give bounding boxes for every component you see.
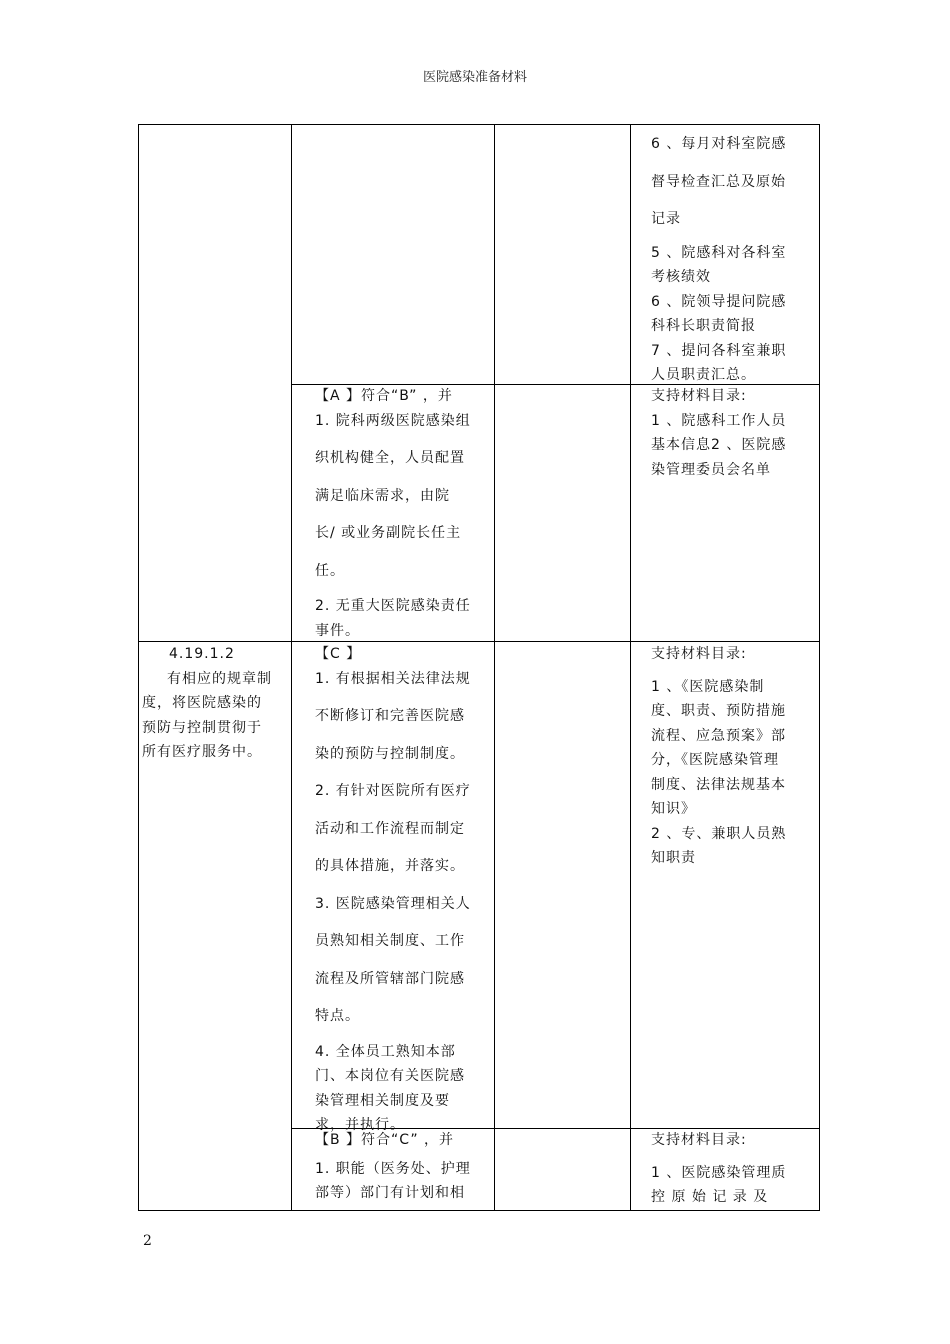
support-line: 知职责 [651, 850, 696, 866]
support-line: 记录 [651, 211, 681, 227]
criteria-line: 的具体措施，并落实。 [315, 858, 465, 874]
criteria-line: 事件。 [315, 622, 360, 639]
grade-a-criteria-cell [315, 384, 490, 643]
grade-c-criteria-cell [315, 642, 490, 1138]
criteria-line: 长/ 或业务副院长任主 [315, 525, 462, 541]
support-line: 6 、每月对科室院感 [651, 136, 787, 152]
support-line: 7 、提问各科室兼职 [651, 342, 787, 359]
grade-b-criteria-cell [315, 1128, 490, 1206]
support-line: 督导检查汇总及原始 [651, 173, 786, 190]
criteria-line: 4. 全体员工熟知本部 [315, 1043, 456, 1060]
criteria-line: 流程及所管辖部门院感 [315, 970, 465, 987]
criteria-line: 门、本岗位有关医院感 [315, 1068, 465, 1084]
support-line: 度、职责、预防措施 [651, 703, 786, 719]
criteria-line: 染的预防与控制制度。 [315, 745, 465, 762]
criteria-line: 1. 院科两级医院感染组 [315, 412, 471, 429]
standard-text-line: 有相应的规章制 [167, 670, 272, 687]
support-materials-cell [651, 384, 811, 482]
support-heading: 支持材料目录: [651, 388, 747, 404]
criteria-line: 不断修订和完善医院感 [315, 708, 465, 724]
support-heading: 支持材料目录: [651, 1132, 747, 1148]
criteria-line: 特点。 [315, 1008, 360, 1024]
standard-text-line: 预防与控制贯彻于 [142, 719, 262, 736]
standard-text-line: 度，将医院感染的 [142, 695, 262, 711]
support-line: 考核绩效 [651, 269, 711, 285]
criteria-line: 满足临床需求，由院 [315, 487, 450, 504]
criteria-line: 部等）部门有计划和相 [315, 1185, 465, 1201]
support-line: 控 原 始 记 录 及 [651, 1189, 769, 1205]
requirements-table [138, 124, 820, 1211]
criteria-line: 染管理相关制度及要 [315, 1092, 450, 1109]
support-line: 科科长职责简报 [651, 318, 756, 334]
support-line: 基本信息2 、医院感 [651, 437, 787, 453]
table-column-divider [291, 125, 292, 1210]
support-line: 1 、医院感染管理质 [651, 1164, 787, 1181]
grade-heading: 【B 】符合“C” ，并 [315, 1132, 455, 1148]
criteria-line: 任。 [315, 562, 345, 579]
support-line: 6 、院领导提问院感 [651, 293, 787, 310]
criteria-line: 求，并执行。 [315, 1117, 405, 1133]
support-line: 知识》 [651, 801, 696, 817]
standard-item-cell [142, 642, 288, 765]
support-line: 1 、院感科工作人员 [651, 412, 787, 429]
support-materials-cell [651, 126, 811, 388]
grade-heading: 【A 】符合“B” ，并 [315, 388, 453, 404]
criteria-line: 2. 无重大医院感染责任 [315, 598, 471, 614]
page-number: 2 [143, 1233, 152, 1249]
support-heading: 支持材料目录: [651, 646, 747, 662]
criteria-line: 2. 有针对医院所有医疗 [315, 783, 471, 799]
grade-heading: 【C 】 [315, 646, 362, 662]
support-line: 流程、应急预案》部 [651, 727, 786, 744]
criteria-line: 3. 医院感染管理相关人 [315, 895, 471, 912]
support-materials-cell [651, 1128, 811, 1210]
support-line: 5 、院感科对各科室 [651, 244, 787, 261]
standard-text-line: 所有医疗服务中。 [142, 744, 262, 760]
support-line: 染管理委员会名单 [651, 461, 771, 478]
table-column-divider [494, 125, 495, 1210]
standard-code: 4.19.1.2 [169, 646, 235, 662]
criteria-line: 织机构健全，人员配置 [315, 450, 465, 466]
criteria-line: 活动和工作流程而制定 [315, 820, 465, 837]
support-line: 制度、法律法规基本 [651, 776, 786, 793]
support-line: 人员职责汇总。 [651, 367, 756, 383]
support-materials-cell [651, 642, 811, 871]
criteria-line: 员熟知相关制度、工作 [315, 933, 465, 949]
support-line: 1 、《医院感染制 [651, 678, 765, 695]
table-column-divider [630, 125, 631, 1210]
criteria-line: 1. 职能（医务处、护理 [315, 1160, 471, 1177]
support-line: 分，《医院感染管理 [651, 752, 779, 768]
support-line: 2 、专、兼职人员熟 [651, 825, 787, 842]
criteria-line: 1. 有根据相关法律法规 [315, 670, 471, 687]
page-header: 医院感染准备材料 [422, 70, 527, 85]
